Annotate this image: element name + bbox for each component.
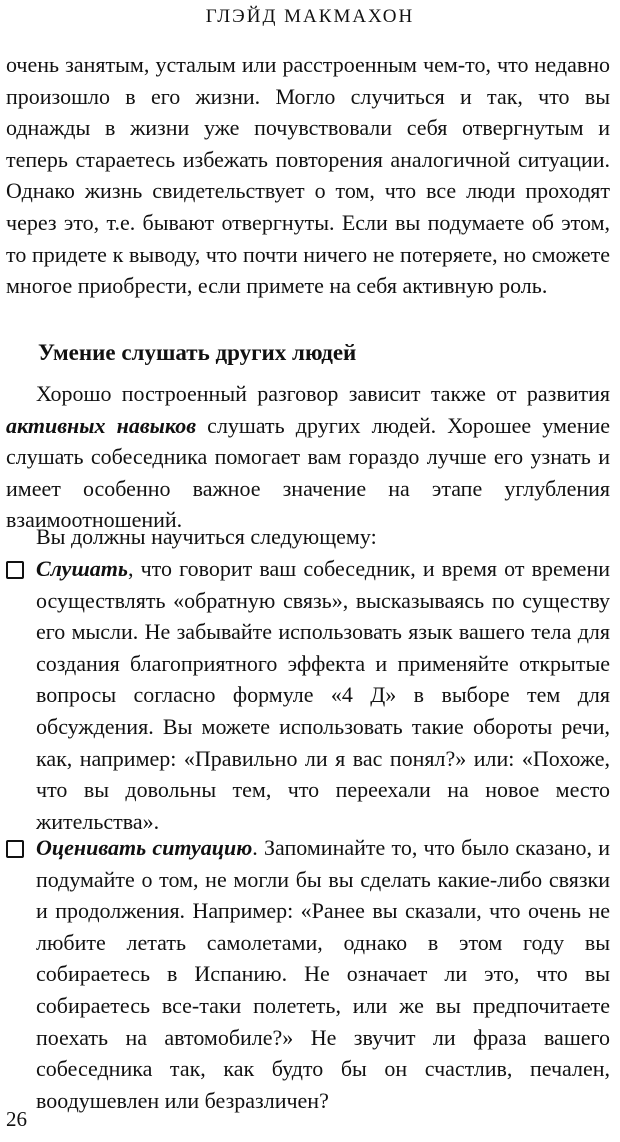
paragraph-2-emphasis: активных навыков: [6, 412, 197, 438]
paragraph-1: очень занятым, усталым или расстроенным чем-то, что недавно произошло в его жизни. Могло случиться и так, что вы однажды в жизни уже почувствовали себя отвергнутым и теперь стараетесь избежать повторения аналогичной ситуации. Однако жизнь свидетельствует о том, что все люди проходят через это, т.е. бывают отвергнуты. Если вы подумаете об этом, то придете к выводу, что почти ничего не потеряете, но сможете многое приобрести, если примете на себя активную роль.: [6, 52, 610, 299]
checkbox-bullet-icon: [6, 840, 24, 858]
list-item-lead: Оценивать ситуацию: [36, 835, 253, 860]
paragraph-2: [6, 378, 610, 536]
paragraph-2-text-before: Хорошо построенный разговор зависит также от развития: [36, 381, 610, 406]
list-item-text: [36, 832, 610, 1116]
page-number: 26: [6, 1107, 27, 1131]
running-head: ГЛЭЙД МАКМАХОН: [205, 6, 415, 27]
section-heading: Умение слушать других людей: [38, 340, 357, 365]
list-item-body: . Запоминайте то, что было сказано, и подумайте о том, не могли бы вы сделать какие-либо связки и продолжения. Например: «Ранее вы сказали, что очень не любите летать самолетами, однако в этом году вы собираетесь в Испанию. Не означает ли это, что вы собираетесь все-таки полететь, или же вы предпочитаете поехать на автомобиле?» Не звучит ли фраза вашего собеседника так, как будто бы он счастлив, печален, воодушевлен или безразличен?: [36, 835, 610, 1113]
list-item-text: [36, 553, 610, 837]
list-item-lead: Слушать: [36, 556, 128, 581]
paragraph-3: Вы должны научиться следующему:: [36, 524, 377, 549]
checkbox-bullet-icon: [6, 561, 24, 579]
paragraph-2-text-after: слушать других людей. Хорошее умение слушать собеседника помогает вам гораздо лучше его узнать и имеет особенно важное значение на этапе углубления взаимоотношений.: [6, 412, 611, 533]
list-item-body: , что говорит ваш собеседник, и время от времени осуществлять «обратную связь», высказываясь по существу его мысли. Не забывайте использовать язык вашего тела для создания благоприятного эффекта и применяйте открытые вопросы согласно формуле «4 Д» в выборе тем для обсуждения. Вы можете использовать такие обороты речи, как, например: «Правильно ли я вас понял?» или: «Похоже, что вы довольны тем, что переехали на новое место жительства».: [36, 556, 610, 834]
